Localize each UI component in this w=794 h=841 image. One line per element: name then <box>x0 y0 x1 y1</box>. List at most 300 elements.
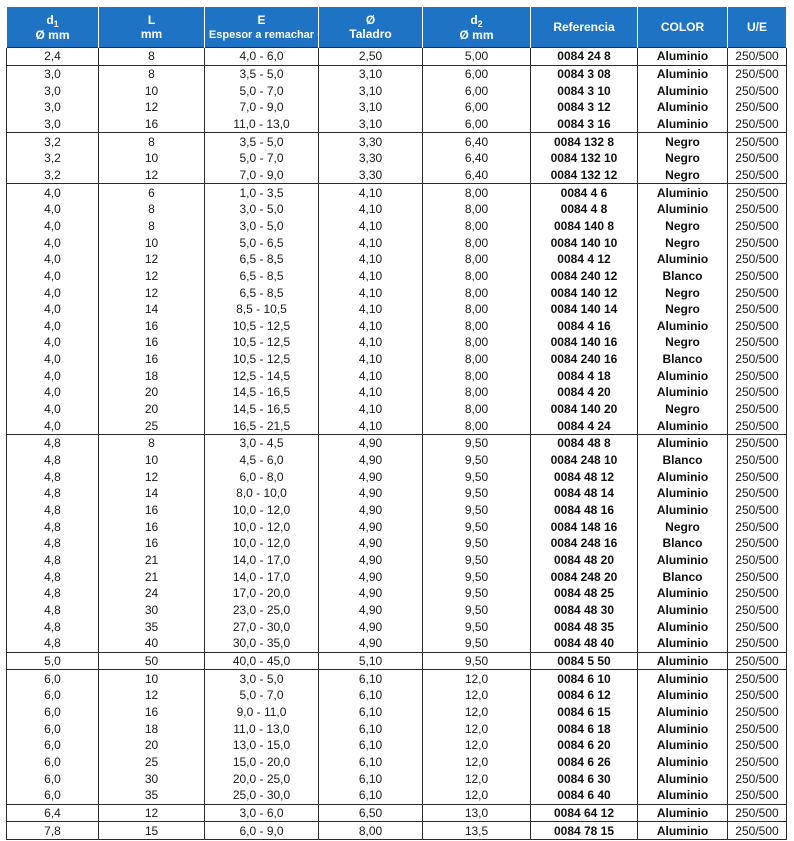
cell-ue: 250/500 <box>728 822 787 840</box>
cell-l: 8 <box>99 218 205 235</box>
cell-taladro: 4,90 <box>319 618 423 635</box>
cell-l: 8 <box>99 133 205 150</box>
cell-d1: 3,0 <box>7 116 99 133</box>
table-row <box>7 502 787 519</box>
cell-l: 6 <box>99 184 205 201</box>
cell-taladro: 4,10 <box>319 201 423 218</box>
cell-taladro: 2,50 <box>319 48 423 66</box>
cell-d2: 8,00 <box>423 384 531 401</box>
cell-taladro: 4,10 <box>319 351 423 368</box>
cell-d2: 9,50 <box>423 618 531 635</box>
cell-d2: 9,50 <box>423 485 531 502</box>
cell-taladro: 4,10 <box>319 234 423 251</box>
cell-ue: 250/500 <box>728 318 787 335</box>
cell-d2: 8,00 <box>423 184 531 201</box>
cell-d1: 3,0 <box>7 82 99 99</box>
cell-l: 16 <box>99 518 205 535</box>
table-row <box>7 218 787 235</box>
cell-l: 30 <box>99 602 205 619</box>
cell-d2: 9,50 <box>423 635 531 652</box>
cell-d1: 6,0 <box>7 787 99 804</box>
cell-color: Aluminio <box>638 485 728 502</box>
cell-taladro: 4,10 <box>319 218 423 235</box>
cell-e: 30,0 - 35,0 <box>205 635 319 652</box>
cell-l: 12 <box>99 268 205 285</box>
cell-taladro: 4,90 <box>319 635 423 652</box>
cell-color: Aluminio <box>638 787 728 804</box>
cell-l: 8 <box>99 48 205 66</box>
table-row <box>7 318 787 335</box>
cell-taladro: 6,10 <box>319 670 423 687</box>
table-row <box>7 351 787 368</box>
table-row <box>7 251 787 268</box>
cell-referencia: 0084 132 8 <box>531 133 638 150</box>
cell-color: Aluminio <box>638 502 728 519</box>
cell-referencia: 0084 132 10 <box>531 150 638 167</box>
cell-l: 21 <box>99 552 205 569</box>
cell-l: 10 <box>99 670 205 687</box>
table-row <box>7 234 787 251</box>
cell-taladro: 4,10 <box>319 334 423 351</box>
table-row <box>7 48 787 66</box>
cell-referencia: 0084 6 10 <box>531 670 638 687</box>
cell-color: Aluminio <box>638 585 728 602</box>
cell-taladro: 4,10 <box>319 184 423 201</box>
cell-e: 4,0 - 6,0 <box>205 48 319 66</box>
cell-referencia: 0084 48 25 <box>531 585 638 602</box>
cell-taladro: 8,00 <box>319 822 423 840</box>
cell-d1: 6,0 <box>7 687 99 704</box>
cell-color: Aluminio <box>638 468 728 485</box>
cell-l: 12 <box>99 284 205 301</box>
cell-color: Negro <box>638 218 728 235</box>
header-d2: $d_2$ Ø mm <box>423 7 531 48</box>
cell-e: 5,0 - 7,0 <box>205 82 319 99</box>
cell-d2: 9,50 <box>423 602 531 619</box>
cell-d1: 4,8 <box>7 568 99 585</box>
cell-referencia: 0084 6 26 <box>531 754 638 771</box>
cell-color: Negro <box>638 518 728 535</box>
table-row <box>7 585 787 602</box>
cell-ue: 250/500 <box>728 452 787 469</box>
cell-referencia: 0084 5 50 <box>531 652 638 670</box>
cell-taladro: 4,90 <box>319 502 423 519</box>
header-row <box>7 7 787 48</box>
table-row <box>7 518 787 535</box>
header-referencia: Referencia <box>531 7 638 48</box>
table-row <box>7 452 787 469</box>
cell-color: Aluminio <box>638 804 728 822</box>
cell-e: 40,0 - 45,0 <box>205 652 319 670</box>
cell-l: 20 <box>99 737 205 754</box>
cell-taladro: 4,90 <box>319 602 423 619</box>
cell-referencia: 0084 140 20 <box>531 401 638 418</box>
cell-ue: 250/500 <box>728 284 787 301</box>
cell-l: 15 <box>99 822 205 840</box>
cell-color: Aluminio <box>638 318 728 335</box>
cell-taladro: 5,10 <box>319 652 423 670</box>
cell-d2: 12,0 <box>423 687 531 704</box>
header-e: E Espesor a remachar <box>205 7 319 48</box>
cell-d1: 4,0 <box>7 201 99 218</box>
cell-d2: 6,00 <box>423 99 531 116</box>
cell-d1: 5,0 <box>7 652 99 670</box>
cell-referencia: 0084 248 20 <box>531 568 638 585</box>
cell-d1: 6,0 <box>7 737 99 754</box>
cell-l: 16 <box>99 318 205 335</box>
cell-ue: 250/500 <box>728 82 787 99</box>
cell-ue: 250/500 <box>728 687 787 704</box>
cell-color: Aluminio <box>638 822 728 840</box>
header-l: L mm <box>99 7 205 48</box>
table-body <box>7 48 787 840</box>
cell-ue: 250/500 <box>728 602 787 619</box>
cell-ue: 250/500 <box>728 568 787 585</box>
cell-referencia: 0084 4 16 <box>531 318 638 335</box>
cell-l: 8 <box>99 65 205 82</box>
cell-ue: 250/500 <box>728 585 787 602</box>
cell-d1: 4,0 <box>7 401 99 418</box>
cell-taladro: 4,90 <box>319 585 423 602</box>
cell-ue: 250/500 <box>728 787 787 804</box>
cell-referencia: 0084 6 40 <box>531 787 638 804</box>
cell-d1: 4,8 <box>7 552 99 569</box>
cell-e: 3,0 - 5,0 <box>205 218 319 235</box>
cell-d1: 4,0 <box>7 218 99 235</box>
cell-d1: 6,0 <box>7 704 99 721</box>
cell-e: 3,0 - 6,0 <box>205 804 319 822</box>
cell-taladro: 6,10 <box>319 787 423 804</box>
table-row <box>7 367 787 384</box>
cell-ue: 250/500 <box>728 99 787 116</box>
cell-l: 10 <box>99 452 205 469</box>
cell-referencia: 0084 140 12 <box>531 284 638 301</box>
cell-d2: 9,50 <box>423 502 531 519</box>
cell-ue: 250/500 <box>728 770 787 787</box>
cell-l: 30 <box>99 770 205 787</box>
cell-d1: 4,0 <box>7 334 99 351</box>
cell-d2: 8,00 <box>423 201 531 218</box>
cell-d1: 4,0 <box>7 351 99 368</box>
cell-color: Aluminio <box>638 618 728 635</box>
cell-ue: 250/500 <box>728 167 787 184</box>
cell-color: Negro <box>638 401 728 418</box>
table-row <box>7 268 787 285</box>
cell-d2: 8,00 <box>423 251 531 268</box>
cell-d1: 3,0 <box>7 65 99 82</box>
table-row <box>7 401 787 418</box>
cell-color: Aluminio <box>638 384 728 401</box>
cell-taladro: 6,10 <box>319 704 423 721</box>
cell-ue: 250/500 <box>728 518 787 535</box>
cell-e: 12,5 - 14,5 <box>205 367 319 384</box>
cell-taladro: 4,90 <box>319 452 423 469</box>
cell-l: 8 <box>99 435 205 452</box>
cell-l: 16 <box>99 351 205 368</box>
cell-taladro: 3,30 <box>319 133 423 150</box>
cell-e: 10,5 - 12,5 <box>205 351 319 368</box>
cell-d1: 4,0 <box>7 384 99 401</box>
cell-l: 8 <box>99 201 205 218</box>
cell-d1: 6,0 <box>7 720 99 737</box>
cell-d2: 8,00 <box>423 367 531 384</box>
header-color: COLOR <box>638 7 728 48</box>
cell-referencia: 0084 240 12 <box>531 268 638 285</box>
cell-referencia: 0084 140 16 <box>531 334 638 351</box>
cell-e: 14,5 - 16,5 <box>205 401 319 418</box>
cell-referencia: 0084 3 10 <box>531 82 638 99</box>
cell-e: 16,5 - 21,5 <box>205 417 319 434</box>
cell-d1: 3,2 <box>7 167 99 184</box>
cell-color: Aluminio <box>638 704 728 721</box>
rivet-spec-table <box>6 7 787 840</box>
cell-color: Aluminio <box>638 367 728 384</box>
cell-color: Aluminio <box>638 720 728 737</box>
cell-l: 16 <box>99 334 205 351</box>
cell-ue: 250/500 <box>728 737 787 754</box>
cell-color: Negro <box>638 133 728 150</box>
cell-e: 9,0 - 11,0 <box>205 704 319 721</box>
cell-ue: 250/500 <box>728 535 787 552</box>
cell-taladro: 6,10 <box>319 770 423 787</box>
cell-e: 15,0 - 20,0 <box>205 754 319 771</box>
cell-ue: 250/500 <box>728 502 787 519</box>
cell-color: Negro <box>638 150 728 167</box>
cell-d1: 4,8 <box>7 468 99 485</box>
cell-d1: 4,8 <box>7 535 99 552</box>
cell-ue: 250/500 <box>728 351 787 368</box>
table-row <box>7 754 787 771</box>
cell-referencia: 0084 48 40 <box>531 635 638 652</box>
cell-taladro: 4,90 <box>319 485 423 502</box>
cell-color: Aluminio <box>638 435 728 452</box>
table-row <box>7 602 787 619</box>
cell-d2: 8,00 <box>423 351 531 368</box>
cell-taladro: 6,10 <box>319 720 423 737</box>
cell-ue: 250/500 <box>728 485 787 502</box>
cell-e: 10,0 - 12,0 <box>205 535 319 552</box>
cell-taladro: 4,10 <box>319 417 423 434</box>
cell-l: 35 <box>99 618 205 635</box>
cell-l: 18 <box>99 367 205 384</box>
cell-e: 10,5 - 12,5 <box>205 318 319 335</box>
table-row <box>7 65 787 82</box>
cell-color: Aluminio <box>638 687 728 704</box>
cell-taladro: 4,10 <box>319 251 423 268</box>
cell-ue: 250/500 <box>728 133 787 150</box>
cell-d1: 4,8 <box>7 585 99 602</box>
cell-taladro: 6,50 <box>319 804 423 822</box>
header-taladro: Ø Taladro <box>319 7 423 48</box>
cell-d2: 8,00 <box>423 401 531 418</box>
cell-d2: 12,0 <box>423 720 531 737</box>
cell-ue: 250/500 <box>728 184 787 201</box>
cell-e: 23,0 - 25,0 <box>205 602 319 619</box>
cell-d1: 3,0 <box>7 99 99 116</box>
cell-d1: 4,0 <box>7 268 99 285</box>
cell-e: 3,5 - 5,0 <box>205 133 319 150</box>
cell-color: Aluminio <box>638 652 728 670</box>
cell-color: Aluminio <box>638 48 728 66</box>
cell-color: Aluminio <box>638 670 728 687</box>
cell-referencia: 0084 6 18 <box>531 720 638 737</box>
cell-l: 12 <box>99 167 205 184</box>
cell-l: 14 <box>99 301 205 318</box>
table-row <box>7 485 787 502</box>
cell-d1: 3,2 <box>7 150 99 167</box>
cell-referencia: 0084 78 15 <box>531 822 638 840</box>
cell-referencia: 0084 4 24 <box>531 417 638 434</box>
cell-d2: 9,50 <box>423 585 531 602</box>
cell-l: 25 <box>99 417 205 434</box>
cell-d1: 4,8 <box>7 635 99 652</box>
cell-d2: 8,00 <box>423 234 531 251</box>
cell-d2: 9,50 <box>423 652 531 670</box>
cell-e: 5,0 - 7,0 <box>205 687 319 704</box>
cell-referencia: 0084 6 12 <box>531 687 638 704</box>
cell-taladro: 4,90 <box>319 518 423 535</box>
cell-taladro: 4,10 <box>319 268 423 285</box>
cell-l: 16 <box>99 704 205 721</box>
cell-color: Negro <box>638 167 728 184</box>
cell-d2: 9,50 <box>423 435 531 452</box>
cell-ue: 250/500 <box>728 670 787 687</box>
cell-taladro: 4,10 <box>319 401 423 418</box>
cell-d2: 12,0 <box>423 737 531 754</box>
cell-l: 20 <box>99 401 205 418</box>
cell-d2: 9,50 <box>423 552 531 569</box>
cell-referencia: 0084 3 12 <box>531 99 638 116</box>
cell-color: Aluminio <box>638 770 728 787</box>
cell-referencia: 0084 248 16 <box>531 535 638 552</box>
cell-d2: 8,00 <box>423 334 531 351</box>
cell-d1: 4,8 <box>7 435 99 452</box>
table-row <box>7 384 787 401</box>
cell-taladro: 4,10 <box>319 367 423 384</box>
cell-ue: 250/500 <box>728 334 787 351</box>
cell-l: 12 <box>99 804 205 822</box>
cell-taladro: 3,10 <box>319 65 423 82</box>
table-row <box>7 737 787 754</box>
cell-e: 5,0 - 6,5 <box>205 234 319 251</box>
table-row <box>7 720 787 737</box>
cell-color: Aluminio <box>638 116 728 133</box>
cell-taladro: 6,10 <box>319 687 423 704</box>
cell-l: 12 <box>99 687 205 704</box>
cell-color: Blanco <box>638 452 728 469</box>
cell-ue: 250/500 <box>728 720 787 737</box>
cell-e: 1,0 - 3,5 <box>205 184 319 201</box>
cell-color: Aluminio <box>638 602 728 619</box>
cell-d2: 8,00 <box>423 268 531 285</box>
cell-referencia: 0084 4 8 <box>531 201 638 218</box>
table-row <box>7 116 787 133</box>
cell-d1: 7,8 <box>7 822 99 840</box>
cell-d1: 4,0 <box>7 417 99 434</box>
cell-color: Aluminio <box>638 635 728 652</box>
cell-l: 25 <box>99 754 205 771</box>
cell-referencia: 0084 48 30 <box>531 602 638 619</box>
cell-d1: 4,8 <box>7 485 99 502</box>
cell-d2: 8,00 <box>423 417 531 434</box>
cell-e: 10,5 - 12,5 <box>205 334 319 351</box>
cell-d2: 9,50 <box>423 468 531 485</box>
cell-taladro: 4,90 <box>319 435 423 452</box>
table-row <box>7 787 787 804</box>
cell-taladro: 4,10 <box>319 301 423 318</box>
cell-l: 20 <box>99 384 205 401</box>
cell-taladro: 4,10 <box>319 284 423 301</box>
cell-color: Aluminio <box>638 417 728 434</box>
cell-ue: 250/500 <box>728 417 787 434</box>
cell-taladro: 4,10 <box>319 318 423 335</box>
cell-e: 11,0 - 13,0 <box>205 720 319 737</box>
cell-referencia: 0084 3 16 <box>531 116 638 133</box>
table-row <box>7 535 787 552</box>
cell-d2: 8,00 <box>423 301 531 318</box>
cell-referencia: 0084 248 10 <box>531 452 638 469</box>
cell-d1: 4,0 <box>7 251 99 268</box>
cell-e: 3,0 - 5,0 <box>205 670 319 687</box>
cell-referencia: 0084 6 15 <box>531 704 638 721</box>
table-row <box>7 150 787 167</box>
table-row <box>7 652 787 670</box>
cell-e: 4,5 - 6,0 <box>205 452 319 469</box>
cell-l: 10 <box>99 150 205 167</box>
cell-color: Aluminio <box>638 201 728 218</box>
cell-d2: 12,0 <box>423 754 531 771</box>
cell-taladro: 4,10 <box>319 384 423 401</box>
cell-referencia: 0084 140 14 <box>531 301 638 318</box>
cell-ue: 250/500 <box>728 384 787 401</box>
cell-l: 16 <box>99 502 205 519</box>
cell-d2: 5,00 <box>423 48 531 66</box>
cell-e: 8,5 - 10,5 <box>205 301 319 318</box>
table-row <box>7 618 787 635</box>
cell-d2: 12,0 <box>423 670 531 687</box>
cell-e: 6,5 - 8,5 <box>205 268 319 285</box>
table-row <box>7 201 787 218</box>
cell-ue: 250/500 <box>728 468 787 485</box>
table-row <box>7 284 787 301</box>
cell-taladro: 4,90 <box>319 568 423 585</box>
table-row <box>7 770 787 787</box>
cell-ue: 250/500 <box>728 652 787 670</box>
cell-color: Aluminio <box>638 82 728 99</box>
cell-l: 40 <box>99 635 205 652</box>
cell-ue: 250/500 <box>728 251 787 268</box>
cell-l: 12 <box>99 468 205 485</box>
table-row <box>7 635 787 652</box>
cell-referencia: 0084 6 30 <box>531 770 638 787</box>
cell-d2: 8,00 <box>423 318 531 335</box>
cell-taladro: 3,10 <box>319 82 423 99</box>
cell-d1: 4,0 <box>7 367 99 384</box>
cell-color: Blanco <box>638 268 728 285</box>
cell-d2: 9,50 <box>423 452 531 469</box>
cell-ue: 250/500 <box>728 754 787 771</box>
cell-l: 12 <box>99 251 205 268</box>
cell-d1: 4,0 <box>7 318 99 335</box>
cell-e: 13,0 - 15,0 <box>205 737 319 754</box>
table-row <box>7 417 787 434</box>
cell-e: 25,0 - 30,0 <box>205 787 319 804</box>
table-row <box>7 99 787 116</box>
cell-ue: 250/500 <box>728 116 787 133</box>
cell-ue: 250/500 <box>728 301 787 318</box>
cell-l: 10 <box>99 234 205 251</box>
table-row <box>7 822 787 840</box>
